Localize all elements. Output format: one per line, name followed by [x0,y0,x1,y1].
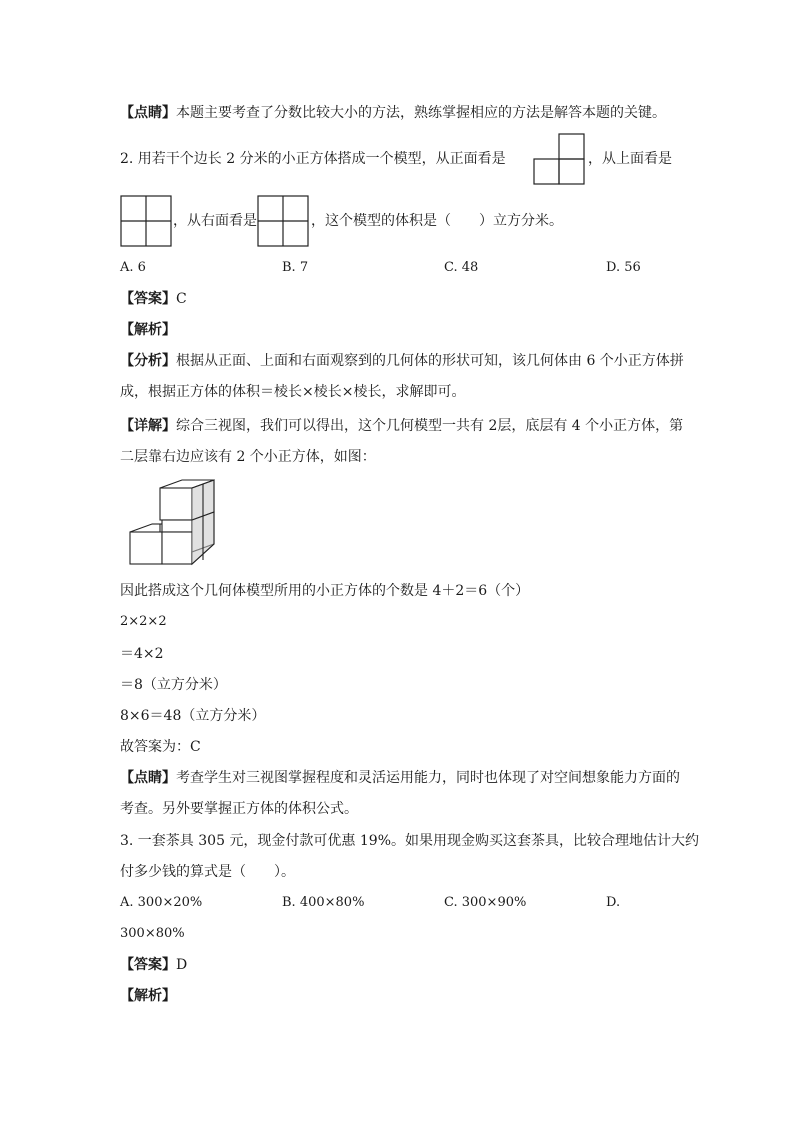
q2-stem-b-line [588,149,672,169]
q2-dianjing-tag: 【点睛】 [120,770,176,786]
q2-calc-5: 故答案为：C [120,739,201,755]
q2-fenxi-1: 根据从正面、上面和右面观察到的几何体的形状可知，该几何体由 6 个小正方体拼 [176,353,684,369]
q2-dianjing-1: 考查学生对三视图掌握程度和灵活运用能力，同时也体现了对空间想象能力方面的 [176,770,680,786]
q2-xiangjie-1: 综合三视图，我们可以得出，这个几何模型一共有 2层，底层有 4 个小正方体，第 [176,418,684,434]
cube-model-figure [128,478,218,566]
q2-option-c: C. 48 [444,260,479,275]
q2-dianjing-line1 [120,768,680,788]
q2-dianjing-2: 考查。另外要掌握正方体的体积公式。 [120,801,358,817]
q2-stem-d-line [311,211,563,231]
q3-option-a: A. 300×20% [120,895,203,910]
q2-calc-1: 2×2×2 [120,614,167,629]
q3-stem-1: 3. 一套茶具 305 元，现金付款可优惠 19%。如果用现金购买这套茶具，比较合理地估计大约 [120,833,699,849]
q3-option-b: B. 400×80% [282,895,365,910]
q2-fenxi-line1 [120,351,684,371]
top-view-figure [120,195,172,247]
q2-fenxi-tag: 【分析】 [120,353,176,369]
q2-xiangjie-tag: 【详解】 [120,418,176,434]
q2-stem-c-line [173,211,257,231]
q2-answer-line [120,289,187,309]
q3-option-d: D. [606,895,621,910]
q2-answer-tag: 【答案】 [120,291,176,307]
q2-stem-line1 [120,149,506,169]
q2-stem-a: 2. 用若干个边长 2 分米的小正方体搭成一个模型，从正面看是 [120,151,506,167]
q2-xiangjie-line1 [120,416,683,436]
q3-option-c: C. 300×90% [444,895,527,910]
right-view-figure [257,195,309,247]
q2-answer: C [176,291,187,307]
q2-fenxi-2: 成，根据正方体的体积＝棱长×棱长×棱长，求解即可。 [120,384,466,400]
q3-jiexi-tag: 【解析】 [120,988,176,1004]
q2-calc-3: ＝8（立方分米） [120,677,227,693]
q3-answer-line [120,955,187,975]
dianjing-line [120,103,666,123]
q2-option-b: B. 7 [282,260,309,275]
q3-stem-2: 付多少钱的算式是（ ）。 [120,864,295,880]
q2-calc-0: 因此搭成这个几何体模型所用的小正方体的个数是 4＋2＝6（个） [120,583,530,599]
q3-option-d-cont: 300×80% [120,926,185,941]
q2-stem-d: ，这个模型的体积是（ ）立方分米。 [311,213,563,229]
q2-stem-b: ，从上面看是 [588,151,672,167]
q2-calc-2: ＝4×2 [120,646,164,662]
q2-option-d: D. 56 [606,260,641,275]
q2-xiangjie-2: 二层靠右边应该有 2 个小正方体，如图： [120,449,376,465]
q3-answer-tag: 【答案】 [120,957,176,973]
q3-answer: D [176,957,188,973]
q2-stem-c: ，从右面看是 [173,213,257,229]
dianjing-text: 本题主要考查了分数比较大小的方法，熟练掌握相应的方法是解答本题的关键。 [176,105,666,121]
dianjing-tag: 【点睛】 [120,105,176,121]
front-view-figure [533,133,585,185]
q2-jiexi-tag: 【解析】 [120,322,176,338]
q2-option-a: A. 6 [120,260,146,275]
q2-calc-4: 8×6＝48（立方分米） [120,708,266,724]
